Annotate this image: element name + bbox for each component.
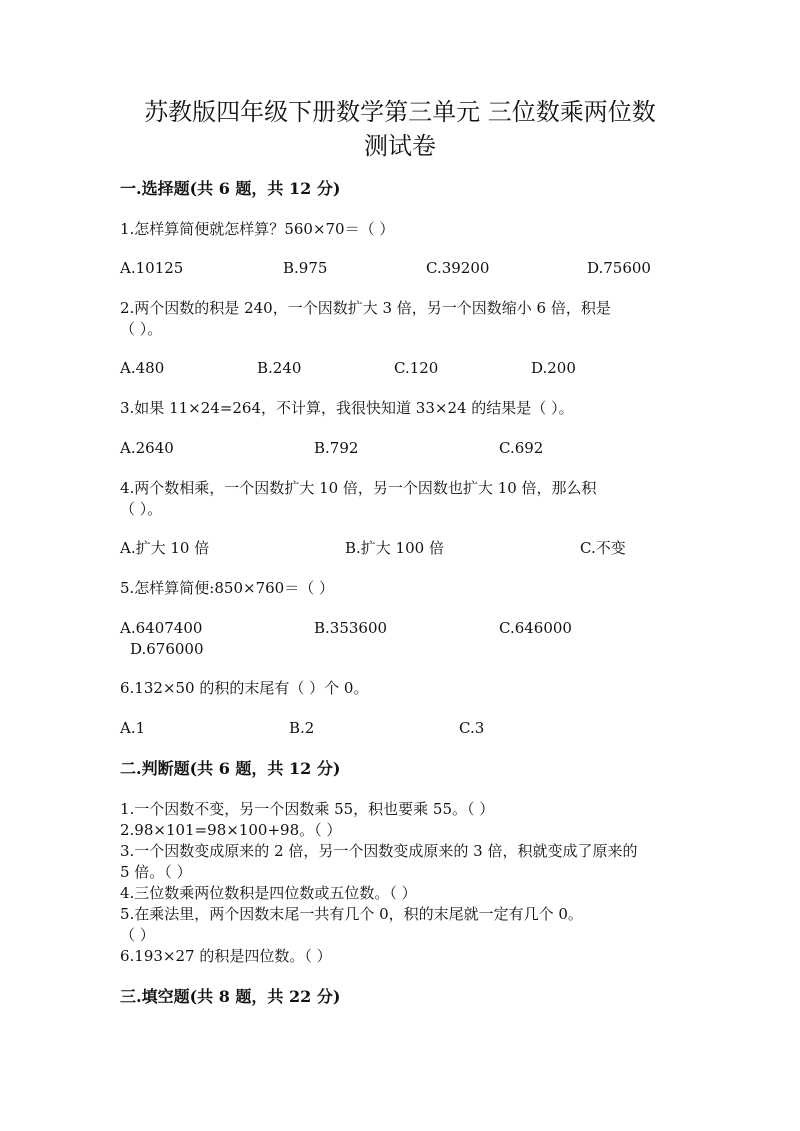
statement-line: 5.在乘法里，两个因数末尾一共有几个 0，积的末尾就一定有几个 0。	[120, 905, 583, 923]
statement-line: 4.三位数乘两位数积是四位数或五位数。（ ）	[120, 884, 417, 902]
option-d: D.75600	[587, 259, 651, 277]
option-c: C.692	[499, 439, 544, 457]
section-heading-judgement: 二.判断题(共 6 题，共 12 分)	[120, 759, 341, 778]
option-b: B.353600	[314, 619, 388, 637]
option-b: B.2	[289, 719, 315, 737]
option-c: C.不变	[580, 539, 626, 557]
section-heading-choice: 一.选择题(共 6 题，共 12 分)	[120, 179, 341, 198]
option-a: A.1	[120, 719, 146, 737]
statement-line: 2.98×101=98×100+98。（ ）	[120, 821, 342, 839]
option-c: C.646000	[499, 619, 572, 637]
question-text-cont: （ ）。	[120, 500, 163, 518]
option-a: A.10125	[120, 259, 184, 277]
option-d: D.676000	[130, 640, 204, 658]
statement-line: 3.一个因数变成原来的 2 倍，另一个因数变成原来的 3 倍，积就变成了原来的	[120, 842, 638, 860]
statement-line: 5 倍。（ ）	[120, 863, 192, 881]
section-heading-fill: 三.填空题(共 8 题，共 22 分)	[120, 987, 341, 1006]
page-title: 苏教版四年级下册数学第三单元 三位数乘两位数	[144, 98, 656, 126]
option-b: B.扩大 100 倍	[345, 539, 444, 557]
statement-line: 6.193×27 的积是四位数。（ ）	[120, 947, 332, 965]
option-d: D.200	[531, 359, 576, 377]
option-c: C.3	[459, 719, 485, 737]
option-a: A.6407400	[120, 619, 203, 637]
statement-line: 1.一个因数不变，另一个因数乘 55，积也要乘 55。（ ）	[120, 800, 495, 818]
option-b: B.975	[283, 259, 328, 277]
option-a: A.2640	[120, 439, 174, 457]
option-a: A.扩大 10 倍	[120, 539, 210, 557]
option-c: C.39200	[426, 259, 490, 277]
option-b: B.240	[257, 359, 302, 377]
question-text: 4.两个数相乘，一个因数扩大 10 倍，另一个因数也扩大 10 倍，那么积	[120, 479, 597, 497]
page-title-line2: 测试卷	[364, 132, 436, 160]
statement-line: （ ）	[120, 926, 155, 944]
question-text-cont: （ ）。	[120, 320, 163, 338]
option-b: B.792	[314, 439, 359, 457]
question-text: 6.132×50 的积的末尾有（ ）个 0。	[120, 679, 369, 697]
question-text: 5.怎样算简便:850×760＝（ ）	[120, 579, 334, 597]
option-c: C.120	[394, 359, 439, 377]
question-text: 2.两个因数的积是 240，一个因数扩大 3 倍，另一个因数缩小 6 倍，积是	[120, 299, 611, 317]
question-text: 1.怎样算简便就怎样算？560×70＝（ ）	[120, 220, 395, 238]
question-text: 3.如果 11×24=264，不计算，我很快知道 33×24 的结果是（ ）。	[120, 399, 574, 417]
option-a: A.480	[120, 359, 165, 377]
